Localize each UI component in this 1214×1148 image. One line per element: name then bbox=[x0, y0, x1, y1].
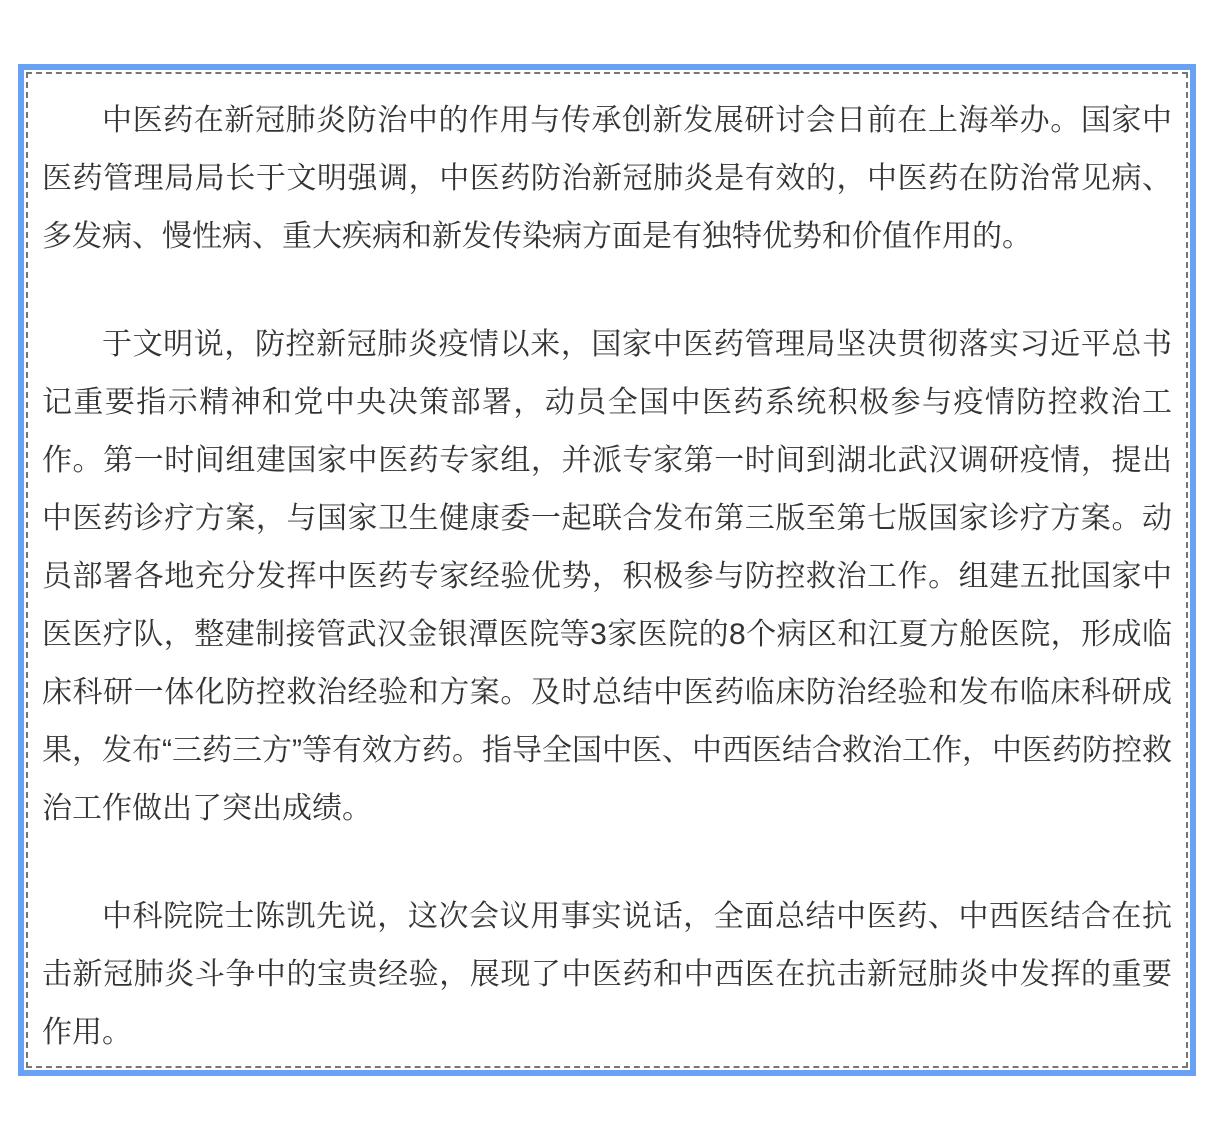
paragraph: 于文明说，防控新冠肺炎疫情以来，国家中医药管理局坚决贯彻落实习近平总书记重要指示精神和党中央决策部署，动员全国中医药系统积极参与疫情防控救治工作。第一时间组建国家中医药专家组，并派专家第一时间到湖北武汉调研疫情，提出中医药诊疗方案，与国家卫生健康委一起联合发布第三版至第七版国家诊疗方案。动员部署各地充分发挥中医药专家经验优势，积极参与防控救治工作。组建五批国家中医医疗队，整建制接管武汉金银潭医院等3家医院的8个病区和江夏方舱医院，形成临床科研一体化防控救治经验和方案。及时总结中医药临床防治经验和发布临床科研成果，发布“三药三方”等有效方药。指导全国中医、中西医结合救治工作，中医药防控救治工作做出了突出成绩。 bbox=[42, 328, 1172, 825]
paragraph: 中医药在新冠肺炎防治中的作用与传承创新发展研讨会日前在上海举办。国家中医药管理局局长于文明强调，中医药防治新冠肺炎是有效的，中医药在防治常见病、多发病、慢性病、重大疾病和新发传染病方面是有独特优势和价值作用的。 bbox=[42, 104, 1172, 253]
article-body bbox=[26, 72, 1188, 1068]
article-outer-border bbox=[18, 64, 1196, 1076]
paragraph: 中科院院士陈凯先说，这次会议用事实说话，全面总结中医药、中西医结合在抗击新冠肺炎斗争中的宝贵经验，展现了中医药和中西医在抗击新冠肺炎中发挥的重要作用。 bbox=[42, 900, 1172, 1049]
